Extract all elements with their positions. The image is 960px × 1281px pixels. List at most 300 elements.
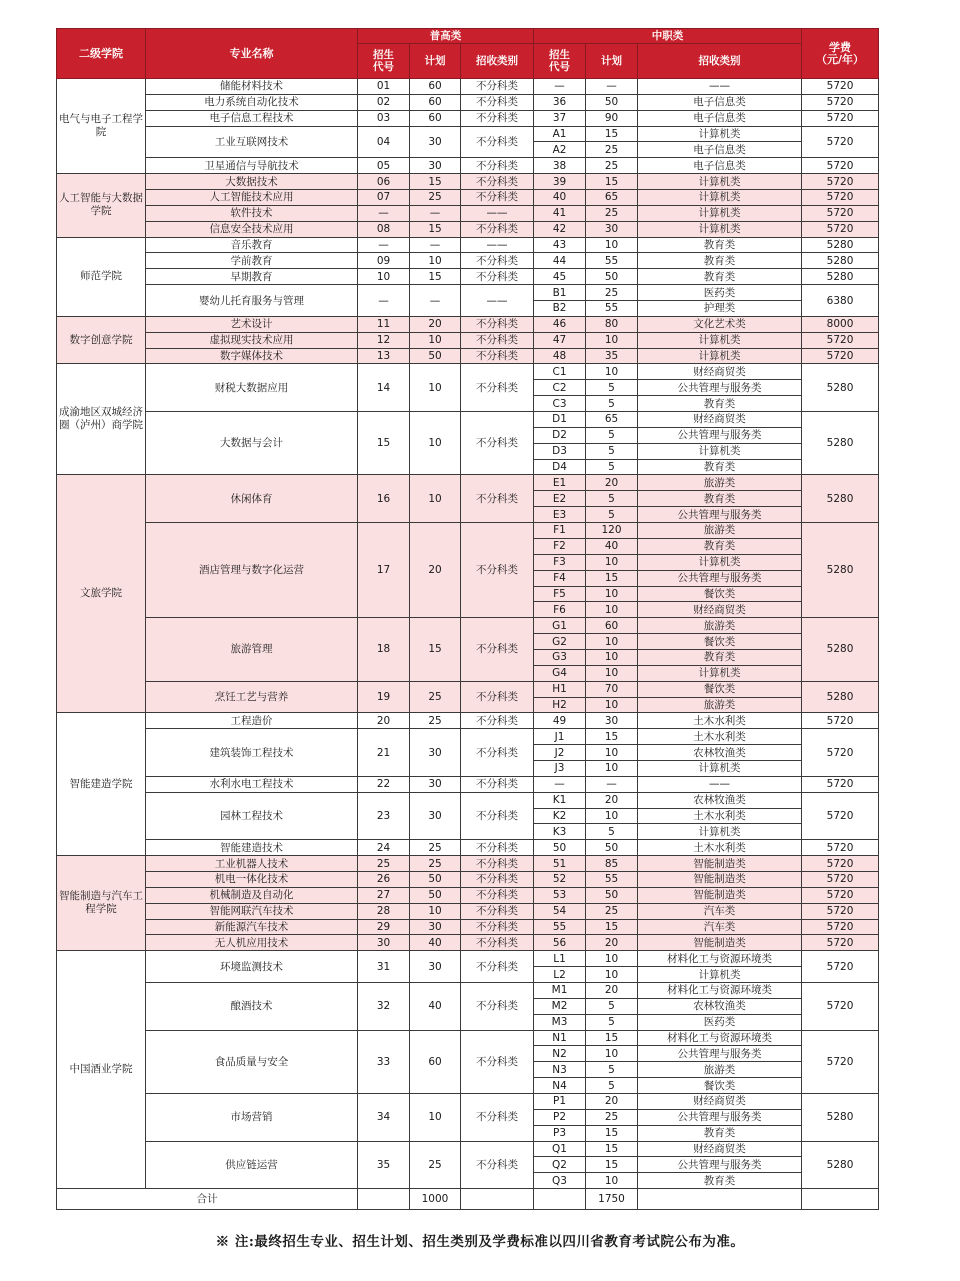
voc-category: 公共管理与服务类	[638, 507, 802, 523]
fee: 5720	[802, 190, 879, 206]
voc-plan: 50	[586, 94, 638, 110]
voc-category: 计算机类	[638, 205, 802, 221]
college-name: 数字创意学院	[57, 316, 146, 364]
voc-code: G2	[534, 634, 586, 650]
general-plan: 25	[410, 1141, 461, 1189]
voc-plan: 10	[586, 332, 638, 348]
voc-category: 财经商贸类	[638, 602, 802, 618]
major-name: 水利水电工程技术	[146, 776, 358, 792]
voc-category: 计算机类	[638, 190, 802, 206]
table-row	[57, 871, 879, 887]
table-row	[57, 316, 879, 332]
voc-category: 公共管理与服务类	[638, 380, 802, 396]
voc-plan: 5	[586, 1062, 638, 1078]
voc-category: 土木水利类	[638, 840, 802, 856]
general-type: ——	[461, 285, 534, 317]
voc-plan: 10	[586, 1046, 638, 1062]
header-general-plan: 计划	[410, 44, 461, 79]
voc-code: Q2	[534, 1157, 586, 1173]
general-type: 不分科类	[461, 364, 534, 412]
major-name: 工业互联网技术	[146, 126, 358, 158]
major-name: 园林工程技术	[146, 792, 358, 840]
voc-plan: 15	[586, 570, 638, 586]
general-plan: 30	[410, 126, 461, 158]
fee: 5720	[802, 1030, 879, 1093]
major-name: 休闲体育	[146, 475, 358, 523]
voc-code: M3	[534, 1014, 586, 1030]
voc-category: 土木水利类	[638, 808, 802, 824]
general-type: 不分科类	[461, 348, 534, 364]
voc-plan: 10	[586, 364, 638, 380]
general-plan: 30	[410, 776, 461, 792]
voc-code: F3	[534, 554, 586, 570]
table-row	[57, 982, 879, 998]
major-name: 供应链运营	[146, 1141, 358, 1189]
general-code: —	[358, 205, 410, 221]
general-type: 不分科类	[461, 1030, 534, 1093]
fee: 5280	[802, 475, 879, 523]
header-voc-plan: 计划	[586, 44, 638, 79]
general-code: 01	[358, 79, 410, 95]
voc-code: E1	[534, 475, 586, 491]
voc-category: 文化艺术类	[638, 316, 802, 332]
voc-code: F2	[534, 538, 586, 554]
general-code: 28	[358, 903, 410, 919]
general-plan: 15	[410, 618, 461, 681]
voc-plan: 5	[586, 396, 638, 412]
general-type: 不分科类	[461, 951, 534, 983]
voc-category: 财经商贸类	[638, 1094, 802, 1110]
voc-plan: 65	[586, 190, 638, 206]
fee: 5720	[802, 887, 879, 903]
major-name: 卫星通信与导航技术	[146, 158, 358, 174]
voc-plan: 65	[586, 412, 638, 428]
college-name: 电气与电子工程学院	[57, 79, 146, 174]
voc-plan: 30	[586, 221, 638, 237]
voc-code: C1	[534, 364, 586, 380]
major-name: 机械制造及自动化	[146, 887, 358, 903]
voc-category: 旅游类	[638, 523, 802, 539]
major-name: 虚拟现实技术应用	[146, 332, 358, 348]
voc-category: 旅游类	[638, 697, 802, 713]
general-type: 不分科类	[461, 412, 534, 475]
voc-category: 计算机类	[638, 126, 802, 142]
general-code: 33	[358, 1030, 410, 1093]
voc-plan: 55	[586, 301, 638, 317]
voc-category: 智能制造类	[638, 871, 802, 887]
voc-category: 公共管理与服务类	[638, 1109, 802, 1125]
voc-plan: 60	[586, 618, 638, 634]
general-plan: 10	[410, 903, 461, 919]
voc-category: 计算机类	[638, 554, 802, 570]
college-name: 智能制造与汽车工程学院	[57, 856, 146, 951]
voc-plan: 20	[586, 935, 638, 951]
voc-plan: 25	[586, 142, 638, 158]
voc-category: 材料化工与资源环境类	[638, 951, 802, 967]
voc-plan: 10	[586, 237, 638, 253]
voc-code: G1	[534, 618, 586, 634]
general-plan: —	[410, 285, 461, 317]
header-vocational: 中职类	[534, 29, 802, 44]
major-name: 数字媒体技术	[146, 348, 358, 364]
voc-plan: —	[586, 776, 638, 792]
voc-plan: 10	[586, 634, 638, 650]
header-college: 二级学院	[57, 29, 146, 79]
general-type: 不分科类	[461, 110, 534, 126]
major-name: 人工智能技术应用	[146, 190, 358, 206]
general-code: 17	[358, 523, 410, 618]
table-row	[57, 221, 879, 237]
general-type: 不分科类	[461, 190, 534, 206]
total-voc-plan: 1750	[586, 1189, 638, 1210]
voc-category: 计算机类	[638, 760, 802, 776]
voc-code: 39	[534, 174, 586, 190]
fee: 5280	[802, 269, 879, 285]
fee: 5720	[802, 951, 879, 983]
general-code: 09	[358, 253, 410, 269]
fee: 5720	[802, 79, 879, 95]
voc-code: K1	[534, 792, 586, 808]
general-code: 18	[358, 618, 410, 681]
voc-category: ——	[638, 79, 802, 95]
general-plan: 25	[410, 681, 461, 713]
general-code: 04	[358, 126, 410, 158]
general-code: 19	[358, 681, 410, 713]
voc-code: E3	[534, 507, 586, 523]
voc-code: L1	[534, 951, 586, 967]
header-voc-code: 招生 代号	[534, 44, 586, 79]
voc-plan: 10	[586, 649, 638, 665]
general-code: —	[358, 237, 410, 253]
voc-category: 计算机类	[638, 348, 802, 364]
voc-category: 餐饮类	[638, 1078, 802, 1094]
voc-category: 教育类	[638, 396, 802, 412]
voc-category: 教育类	[638, 459, 802, 475]
general-type: 不分科类	[461, 126, 534, 158]
fee: 5280	[802, 364, 879, 412]
voc-category: 餐饮类	[638, 586, 802, 602]
voc-category: 电子信息类	[638, 94, 802, 110]
header-general-category: 招收类别	[461, 44, 534, 79]
voc-plan: 5	[586, 443, 638, 459]
major-name: 智能网联汽车技术	[146, 903, 358, 919]
voc-code: 54	[534, 903, 586, 919]
general-plan: 10	[410, 1094, 461, 1142]
fee: 5720	[802, 792, 879, 840]
voc-code: 55	[534, 919, 586, 935]
voc-code: H1	[534, 681, 586, 697]
general-plan: 25	[410, 856, 461, 872]
voc-code: E2	[534, 491, 586, 507]
admissions-table	[56, 28, 879, 1210]
voc-plan: 30	[586, 713, 638, 729]
voc-category: 教育类	[638, 491, 802, 507]
voc-code: 48	[534, 348, 586, 364]
voc-category: 智能制造类	[638, 887, 802, 903]
table-row	[57, 618, 879, 634]
major-name: 财税大数据应用	[146, 364, 358, 412]
general-plan: 40	[410, 982, 461, 1030]
general-code: 21	[358, 729, 410, 777]
general-plan: 10	[410, 364, 461, 412]
fee: 5720	[802, 919, 879, 935]
major-name: 婴幼儿托育服务与管理	[146, 285, 358, 317]
voc-code: 38	[534, 158, 586, 174]
general-type: 不分科类	[461, 792, 534, 840]
general-plan: —	[410, 237, 461, 253]
fee: 5720	[802, 871, 879, 887]
voc-code: 36	[534, 94, 586, 110]
voc-code: 50	[534, 840, 586, 856]
voc-code: L2	[534, 967, 586, 983]
major-name: 酒店管理与数字化运营	[146, 523, 358, 618]
table-row	[57, 79, 879, 95]
general-plan: 50	[410, 348, 461, 364]
general-type: 不分科类	[461, 1094, 534, 1142]
general-plan: 15	[410, 269, 461, 285]
voc-code: D1	[534, 412, 586, 428]
general-plan: 20	[410, 523, 461, 618]
voc-category: 餐饮类	[638, 681, 802, 697]
major-name: 智能建造技术	[146, 840, 358, 856]
general-code: 26	[358, 871, 410, 887]
general-type: 不分科类	[461, 158, 534, 174]
voc-plan: 20	[586, 1094, 638, 1110]
table-row	[57, 110, 879, 126]
voc-category: 公共管理与服务类	[638, 1157, 802, 1173]
table-row	[57, 903, 879, 919]
general-code: 08	[358, 221, 410, 237]
voc-plan: 120	[586, 523, 638, 539]
general-code: 02	[358, 94, 410, 110]
voc-code: 41	[534, 205, 586, 221]
voc-code: H2	[534, 697, 586, 713]
general-type: 不分科类	[461, 174, 534, 190]
voc-code: D4	[534, 459, 586, 475]
general-code: 16	[358, 475, 410, 523]
table-row	[57, 269, 879, 285]
voc-plan: 10	[586, 697, 638, 713]
major-name: 食品质量与安全	[146, 1030, 358, 1093]
voc-code: 42	[534, 221, 586, 237]
table-row	[57, 348, 879, 364]
table-row	[57, 935, 879, 951]
table-row	[57, 253, 879, 269]
fee: 5280	[802, 1094, 879, 1142]
voc-code: C3	[534, 396, 586, 412]
voc-category: 土木水利类	[638, 729, 802, 745]
voc-plan: 10	[586, 967, 638, 983]
fee: 5280	[802, 681, 879, 713]
voc-category: 公共管理与服务类	[638, 1046, 802, 1062]
fee: 5720	[802, 126, 879, 158]
table-row	[57, 1094, 879, 1110]
fee: 5720	[802, 348, 879, 364]
general-code: 32	[358, 982, 410, 1030]
major-name: 大数据技术	[146, 174, 358, 190]
table-row	[57, 792, 879, 808]
fee: 5720	[802, 982, 879, 1030]
voc-plan: 25	[586, 205, 638, 221]
table-row	[57, 237, 879, 253]
general-code: 27	[358, 887, 410, 903]
general-type: 不分科类	[461, 919, 534, 935]
voc-plan: 10	[586, 808, 638, 824]
general-type: 不分科类	[461, 1141, 534, 1189]
fee: 5720	[802, 776, 879, 792]
voc-code: N3	[534, 1062, 586, 1078]
table-row	[57, 126, 879, 142]
voc-plan: 20	[586, 792, 638, 808]
general-plan: 25	[410, 713, 461, 729]
voc-plan: 5	[586, 998, 638, 1014]
voc-code: B1	[534, 285, 586, 301]
voc-plan: 70	[586, 681, 638, 697]
general-code: 20	[358, 713, 410, 729]
voc-code: 49	[534, 713, 586, 729]
voc-category: 财经商贸类	[638, 364, 802, 380]
voc-category: 旅游类	[638, 475, 802, 491]
voc-category: 旅游类	[638, 1062, 802, 1078]
voc-plan: 15	[586, 1030, 638, 1046]
general-plan: 15	[410, 174, 461, 190]
header-general: 普高类	[358, 29, 534, 44]
major-name: 酿酒技术	[146, 982, 358, 1030]
table-row	[57, 776, 879, 792]
general-plan: 60	[410, 94, 461, 110]
major-name: 艺术设计	[146, 316, 358, 332]
voc-code: M2	[534, 998, 586, 1014]
voc-plan: 10	[586, 586, 638, 602]
general-plan: 30	[410, 792, 461, 840]
general-code: 23	[358, 792, 410, 840]
voc-code: B2	[534, 301, 586, 317]
voc-code: K2	[534, 808, 586, 824]
voc-category: 智能制造类	[638, 935, 802, 951]
general-type: 不分科类	[461, 269, 534, 285]
voc-plan: 50	[586, 887, 638, 903]
major-name: 电力系统自动化技术	[146, 94, 358, 110]
fee: 5720	[802, 174, 879, 190]
voc-code: J2	[534, 745, 586, 761]
voc-category: ——	[638, 776, 802, 792]
voc-code: F1	[534, 523, 586, 539]
general-plan: 30	[410, 158, 461, 174]
fee: 5280	[802, 253, 879, 269]
general-plan: 30	[410, 951, 461, 983]
fee: 5720	[802, 110, 879, 126]
voc-plan: 10	[586, 665, 638, 681]
voc-category: 公共管理与服务类	[638, 427, 802, 443]
voc-plan: 15	[586, 729, 638, 745]
general-type: 不分科类	[461, 903, 534, 919]
voc-code: N1	[534, 1030, 586, 1046]
general-plan: 15	[410, 221, 461, 237]
table-row	[57, 475, 879, 491]
voc-plan: 15	[586, 1125, 638, 1141]
voc-category: 智能制造类	[638, 856, 802, 872]
general-plan: 30	[410, 729, 461, 777]
voc-plan: 5	[586, 491, 638, 507]
voc-code: P3	[534, 1125, 586, 1141]
voc-plan: 25	[586, 285, 638, 301]
voc-category: 计算机类	[638, 824, 802, 840]
voc-code: J3	[534, 760, 586, 776]
voc-code: A2	[534, 142, 586, 158]
general-code: —	[358, 285, 410, 317]
voc-code: D3	[534, 443, 586, 459]
general-code: 10	[358, 269, 410, 285]
fee: 5280	[802, 523, 879, 618]
voc-code: 51	[534, 856, 586, 872]
voc-plan: 15	[586, 1157, 638, 1173]
voc-plan: —	[586, 79, 638, 95]
voc-plan: 55	[586, 871, 638, 887]
voc-code: Q3	[534, 1173, 586, 1189]
voc-plan: 5	[586, 1078, 638, 1094]
major-name: 建筑装饰工程技术	[146, 729, 358, 777]
fee: 5720	[802, 221, 879, 237]
table-row	[57, 856, 879, 872]
fee: 8000	[802, 316, 879, 332]
voc-category: 计算机类	[638, 443, 802, 459]
voc-category: 计算机类	[638, 174, 802, 190]
major-name: 学前教育	[146, 253, 358, 269]
voc-category: 教育类	[638, 538, 802, 554]
general-type: 不分科类	[461, 618, 534, 681]
college-name: 中国酒业学院	[57, 951, 146, 1189]
voc-category: 财经商贸类	[638, 1141, 802, 1157]
voc-plan: 10	[586, 951, 638, 967]
voc-category: 财经商贸类	[638, 412, 802, 428]
header-major: 专业名称	[146, 29, 358, 79]
voc-plan: 10	[586, 1173, 638, 1189]
voc-category: 教育类	[638, 253, 802, 269]
fee: 5280	[802, 237, 879, 253]
voc-category: 电子信息类	[638, 110, 802, 126]
general-code: 31	[358, 951, 410, 983]
general-type: 不分科类	[461, 840, 534, 856]
general-type: 不分科类	[461, 982, 534, 1030]
voc-code: F6	[534, 602, 586, 618]
college-name: 智能建造学院	[57, 713, 146, 856]
voc-category: 教育类	[638, 1173, 802, 1189]
major-name: 旅游管理	[146, 618, 358, 681]
voc-category: 医药类	[638, 285, 802, 301]
voc-plan: 5	[586, 1014, 638, 1030]
major-name: 工业机器人技术	[146, 856, 358, 872]
voc-code: 40	[534, 190, 586, 206]
voc-plan: 25	[586, 903, 638, 919]
header-voc-category: 招收类别	[638, 44, 802, 79]
general-type: 不分科类	[461, 856, 534, 872]
table-row	[57, 332, 879, 348]
total-general-plan: 1000	[410, 1189, 461, 1210]
general-code: 07	[358, 190, 410, 206]
major-name: 机电一体化技术	[146, 871, 358, 887]
voc-plan: 25	[586, 158, 638, 174]
major-name: 储能材料技术	[146, 79, 358, 95]
voc-plan: 50	[586, 840, 638, 856]
table-row	[57, 919, 879, 935]
voc-code: 37	[534, 110, 586, 126]
general-code: 24	[358, 840, 410, 856]
voc-plan: 35	[586, 348, 638, 364]
major-name: 工程造价	[146, 713, 358, 729]
major-name: 音乐教育	[146, 237, 358, 253]
major-name: 信息安全技术应用	[146, 221, 358, 237]
table-row	[57, 887, 879, 903]
